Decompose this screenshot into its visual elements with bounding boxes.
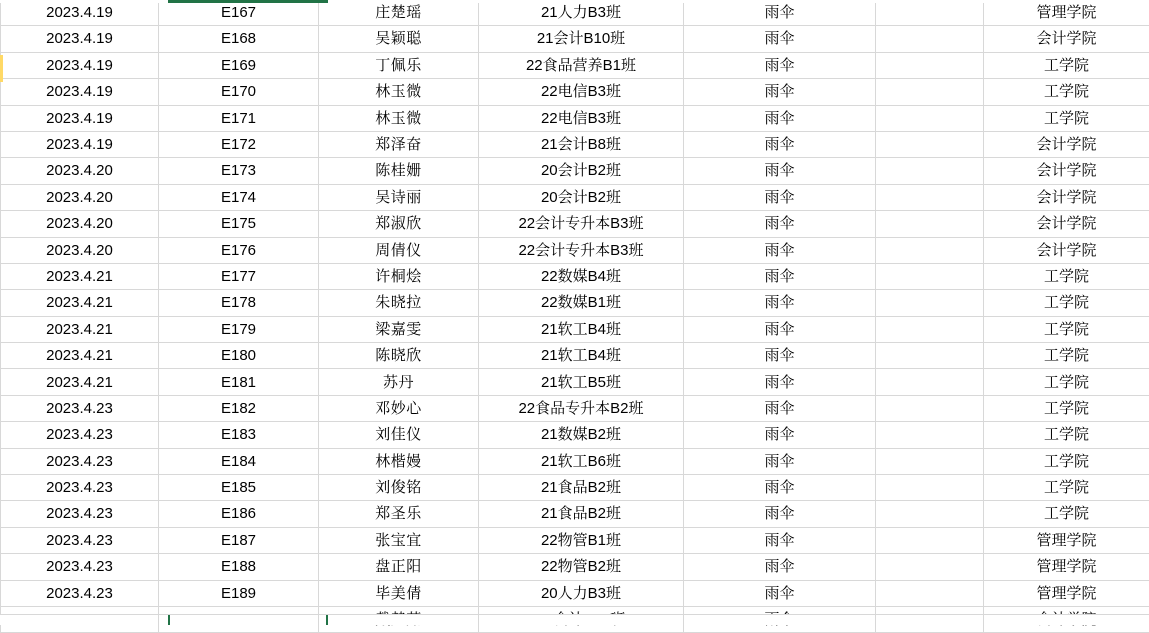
cell-date[interactable]: 2023.4.21 <box>1 369 159 395</box>
table-row[interactable] <box>1 448 1149 474</box>
cell-name[interactable]: 苏丹 <box>319 369 479 395</box>
cell-class[interactable]: 21会计B10班 <box>479 26 684 52</box>
cell-id[interactable]: E174 <box>159 184 319 210</box>
cell-blank[interactable] <box>876 475 984 501</box>
cell-item[interactable]: 雨伞 <box>684 316 876 342</box>
cell-id[interactable]: E188 <box>159 554 319 580</box>
cell-id[interactable]: E179 <box>159 316 319 342</box>
cell-date[interactable]: 2023.4.19 <box>1 26 159 52</box>
cell-item[interactable]: 雨伞 <box>684 131 876 157</box>
cell-class[interactable]: 21人力B3班 <box>479 0 684 26</box>
cell-dept[interactable]: 工学院 <box>984 79 1149 105</box>
cell-name[interactable]: 吴诗丽 <box>319 184 479 210</box>
cell-id[interactable]: E170 <box>159 79 319 105</box>
cell-class[interactable]: 22电信B3班 <box>479 105 684 131</box>
cell-item[interactable]: 雨伞 <box>684 343 876 369</box>
cell-item[interactable]: 雨伞 <box>684 237 876 263</box>
cell-dept[interactable]: 会计学院 <box>984 26 1149 52</box>
table-row[interactable] <box>1 263 1149 289</box>
cell-dept[interactable]: 会计学院 <box>984 184 1149 210</box>
cell-name[interactable]: 周倩仪 <box>319 237 479 263</box>
cell-class[interactable]: 22物管B2班 <box>479 554 684 580</box>
cell-blank[interactable] <box>876 422 984 448</box>
table-row[interactable] <box>1 79 1149 105</box>
cell-blank[interactable] <box>876 369 984 395</box>
cell-blank[interactable] <box>876 290 984 316</box>
cell-name[interactable]: 张宝宜 <box>319 527 479 553</box>
cell-blank[interactable] <box>876 158 984 184</box>
cell-blank[interactable] <box>876 580 984 606</box>
cell-dept[interactable]: 工学院 <box>984 263 1149 289</box>
cell-date[interactable]: 2023.4.20 <box>1 158 159 184</box>
cell-blank[interactable] <box>876 79 984 105</box>
cell-id[interactable]: E186 <box>159 501 319 527</box>
cell-id[interactable]: E183 <box>159 422 319 448</box>
cell-name[interactable]: 庄楚瑶 <box>319 0 479 26</box>
cell-class[interactable]: 22数媒B1班 <box>479 290 684 316</box>
table-row[interactable] <box>1 316 1149 342</box>
table-row[interactable] <box>1 184 1149 210</box>
cell-class[interactable]: 20会计B2班 <box>479 158 684 184</box>
cell-name[interactable]: 陈桂姗 <box>319 158 479 184</box>
cell-class[interactable]: 22食品专升本B2班 <box>479 395 684 421</box>
table-row[interactable] <box>1 290 1149 316</box>
cell-item[interactable]: 雨伞 <box>684 52 876 78</box>
cell-id[interactable]: E169 <box>159 52 319 78</box>
cell-date[interactable]: 2023.4.23 <box>1 422 159 448</box>
cell-item[interactable]: 雨伞 <box>684 527 876 553</box>
cell-class[interactable]: 22电信B3班 <box>479 79 684 105</box>
cell-item[interactable]: 雨伞 <box>684 448 876 474</box>
cell-class[interactable]: 22食品营养B1班 <box>479 52 684 78</box>
cell-name[interactable]: 丁佩乐 <box>319 52 479 78</box>
cell-date[interactable]: 2023.4.19 <box>1 0 159 26</box>
table-row[interactable] <box>1 158 1149 184</box>
cell-name[interactable]: 刘佳仪 <box>319 422 479 448</box>
cell-dept[interactable]: 工学院 <box>984 395 1149 421</box>
cell-name[interactable]: 陈晓欣 <box>319 343 479 369</box>
cell-id[interactable]: E175 <box>159 211 319 237</box>
table-row[interactable] <box>1 343 1149 369</box>
cell-dept[interactable]: 管理学院 <box>984 554 1149 580</box>
table-row[interactable] <box>1 554 1149 580</box>
cell-class[interactable]: 22会计专升本B3班 <box>479 237 684 263</box>
cell-class[interactable]: 20会计B2班 <box>479 184 684 210</box>
cell-dept[interactable]: 会计学院 <box>984 211 1149 237</box>
table-row[interactable] <box>1 105 1149 131</box>
cell-item[interactable]: 雨伞 <box>684 580 876 606</box>
table-row[interactable] <box>1 0 1149 26</box>
cell-name[interactable]: 邓妙心 <box>319 395 479 421</box>
cell-name[interactable]: 盘正阳 <box>319 554 479 580</box>
cell-blank[interactable] <box>876 184 984 210</box>
cell-name[interactable]: 吴颖聪 <box>319 26 479 52</box>
cell-name[interactable]: 刘俊铭 <box>319 475 479 501</box>
cell-dept[interactable]: 管理学院 <box>984 580 1149 606</box>
cell-class[interactable]: 22物管B1班 <box>479 527 684 553</box>
row-highlight-marker <box>0 55 3 82</box>
cell-item[interactable]: 雨伞 <box>684 79 876 105</box>
cell-item[interactable]: 雨伞 <box>684 501 876 527</box>
cell-dept[interactable]: 工学院 <box>984 290 1149 316</box>
cell-date[interactable]: 2023.4.21 <box>1 263 159 289</box>
cell-class[interactable]: 22会计专升本B3班 <box>479 211 684 237</box>
cell-dept[interactable]: 工学院 <box>984 475 1149 501</box>
cell-id[interactable]: E167 <box>159 0 319 26</box>
table-row[interactable] <box>1 26 1149 52</box>
cell-blank[interactable] <box>876 343 984 369</box>
cell-blank[interactable] <box>876 395 984 421</box>
cell-date[interactable]: 2023.4.21 <box>1 316 159 342</box>
cell-date[interactable]: 2023.4.19 <box>1 79 159 105</box>
cell-blank[interactable] <box>876 52 984 78</box>
cell-id[interactable]: E178 <box>159 290 319 316</box>
cell-dept[interactable]: 工学院 <box>984 105 1149 131</box>
cell-item[interactable]: 雨伞 <box>684 184 876 210</box>
cell-dept[interactable]: 管理学院 <box>984 527 1149 553</box>
cell-dept[interactable]: 工学院 <box>984 369 1149 395</box>
cell-name[interactable]: 朱晓拉 <box>319 290 479 316</box>
table-row[interactable] <box>1 211 1149 237</box>
cell-item[interactable]: 雨伞 <box>684 158 876 184</box>
cell-blank[interactable] <box>876 105 984 131</box>
cell-dept[interactable]: 工学院 <box>984 501 1149 527</box>
cell-name[interactable]: 郑圣乐 <box>319 501 479 527</box>
cell-date[interactable]: 2023.4.19 <box>1 105 159 131</box>
cell-name[interactable]: 郑泽奋 <box>319 131 479 157</box>
selection-top-marker <box>168 0 328 3</box>
cell-id[interactable]: E182 <box>159 395 319 421</box>
table-row[interactable] <box>1 52 1149 78</box>
cell-date[interactable]: 2023.4.23 <box>1 501 159 527</box>
cell-date[interactable]: 2023.4.19 <box>1 52 159 78</box>
table-body[interactable] <box>1 0 1149 633</box>
cell-blank[interactable] <box>876 26 984 52</box>
cell-class[interactable]: 21食品B2班 <box>479 475 684 501</box>
cell-date[interactable]: 2023.4.23 <box>1 527 159 553</box>
cell-blank[interactable] <box>876 448 984 474</box>
cell-id[interactable]: E173 <box>159 158 319 184</box>
cell-blank[interactable] <box>876 501 984 527</box>
table-row[interactable] <box>1 422 1149 448</box>
cell-id[interactable]: E181 <box>159 369 319 395</box>
cell-dept[interactable]: 会计学院 <box>984 131 1149 157</box>
cell-id[interactable]: E171 <box>159 105 319 131</box>
cell-blank[interactable] <box>876 554 984 580</box>
table-row[interactable] <box>1 369 1149 395</box>
cell-item[interactable]: 雨伞 <box>684 475 876 501</box>
cell-name[interactable]: 林玉微 <box>319 105 479 131</box>
cell-id[interactable]: E184 <box>159 448 319 474</box>
selection-bottom-marker <box>168 615 328 625</box>
cell-blank[interactable] <box>876 211 984 237</box>
cell-blank[interactable] <box>876 0 984 26</box>
cell-id[interactable]: E187 <box>159 527 319 553</box>
cell-name[interactable]: 许桐烩 <box>319 263 479 289</box>
cell-name[interactable]: 林楷嫚 <box>319 448 479 474</box>
cell-class[interactable]: 21会计B8班 <box>479 131 684 157</box>
cell-blank[interactable] <box>876 527 984 553</box>
cell-dept[interactable]: 会计学院 <box>984 158 1149 184</box>
cell-id[interactable]: E172 <box>159 131 319 157</box>
cell-date[interactable]: 2023.4.19 <box>1 131 159 157</box>
cell-item[interactable]: 雨伞 <box>684 0 876 26</box>
cell-dept[interactable]: 会计学院 <box>984 237 1149 263</box>
cell-class[interactable]: 21数媒B2班 <box>479 422 684 448</box>
cell-dept[interactable]: 工学院 <box>984 448 1149 474</box>
cell-dept[interactable]: 管理学院 <box>984 0 1149 26</box>
cell-item[interactable]: 雨伞 <box>684 422 876 448</box>
table-row[interactable] <box>1 475 1149 501</box>
cell-class[interactable]: 21软工B6班 <box>479 448 684 474</box>
cell-id[interactable]: E185 <box>159 475 319 501</box>
cell-date[interactable]: 2023.4.23 <box>1 580 159 606</box>
table-row[interactable] <box>1 131 1149 157</box>
cell-class[interactable]: 21软工B4班 <box>479 343 684 369</box>
cell-blank[interactable] <box>876 131 984 157</box>
cell-date[interactable]: 2023.4.20 <box>1 211 159 237</box>
cell-date[interactable]: 2023.4.21 <box>1 343 159 369</box>
cell-dept[interactable]: 工学院 <box>984 316 1149 342</box>
cell-date[interactable]: 2023.4.20 <box>1 184 159 210</box>
table-row[interactable] <box>1 580 1149 606</box>
cell-class[interactable]: 21食品B2班 <box>479 501 684 527</box>
cell-class[interactable]: 21软工B4班 <box>479 316 684 342</box>
cell-item[interactable]: 雨伞 <box>684 263 876 289</box>
cell-name[interactable]: 毕美倩 <box>319 580 479 606</box>
cell-id[interactable]: E177 <box>159 263 319 289</box>
cell-blank[interactable] <box>876 263 984 289</box>
table-row[interactable] <box>1 527 1149 553</box>
cell-dept[interactable]: 工学院 <box>984 422 1149 448</box>
cell-name[interactable]: 林玉微 <box>319 79 479 105</box>
cell-class[interactable]: 21软工B5班 <box>479 369 684 395</box>
cell-item[interactable]: 雨伞 <box>684 290 876 316</box>
cell-item[interactable]: 雨伞 <box>684 26 876 52</box>
cell-item[interactable]: 雨伞 <box>684 369 876 395</box>
table-row[interactable] <box>1 501 1149 527</box>
cell-date[interactable]: 2023.4.21 <box>1 290 159 316</box>
cell-class[interactable]: 20人力B3班 <box>479 580 684 606</box>
cell-id[interactable]: E189 <box>159 580 319 606</box>
cell-dept[interactable]: 工学院 <box>984 52 1149 78</box>
cell-id[interactable]: E168 <box>159 26 319 52</box>
cell-name[interactable]: 梁嘉雯 <box>319 316 479 342</box>
cell-date[interactable]: 2023.4.23 <box>1 554 159 580</box>
cell-date[interactable]: 2023.4.23 <box>1 448 159 474</box>
table-row[interactable] <box>1 237 1149 263</box>
cell-class[interactable]: 22数媒B4班 <box>479 263 684 289</box>
cell-item[interactable]: 雨伞 <box>684 211 876 237</box>
cell-date[interactable]: 2023.4.23 <box>1 395 159 421</box>
cell-item[interactable]: 雨伞 <box>684 105 876 131</box>
cell-item[interactable]: 雨伞 <box>684 395 876 421</box>
cell-blank[interactable] <box>876 237 984 263</box>
table-row[interactable] <box>1 395 1149 421</box>
cell-id[interactable]: E180 <box>159 343 319 369</box>
cell-date[interactable]: 2023.4.20 <box>1 237 159 263</box>
cell-item[interactable]: 雨伞 <box>684 554 876 580</box>
cell-name[interactable]: 郑淑欣 <box>319 211 479 237</box>
cell-dept[interactable]: 工学院 <box>984 343 1149 369</box>
cell-date[interactable]: 2023.4.23 <box>1 475 159 501</box>
cell-id[interactable]: E176 <box>159 237 319 263</box>
cell-blank[interactable] <box>876 316 984 342</box>
